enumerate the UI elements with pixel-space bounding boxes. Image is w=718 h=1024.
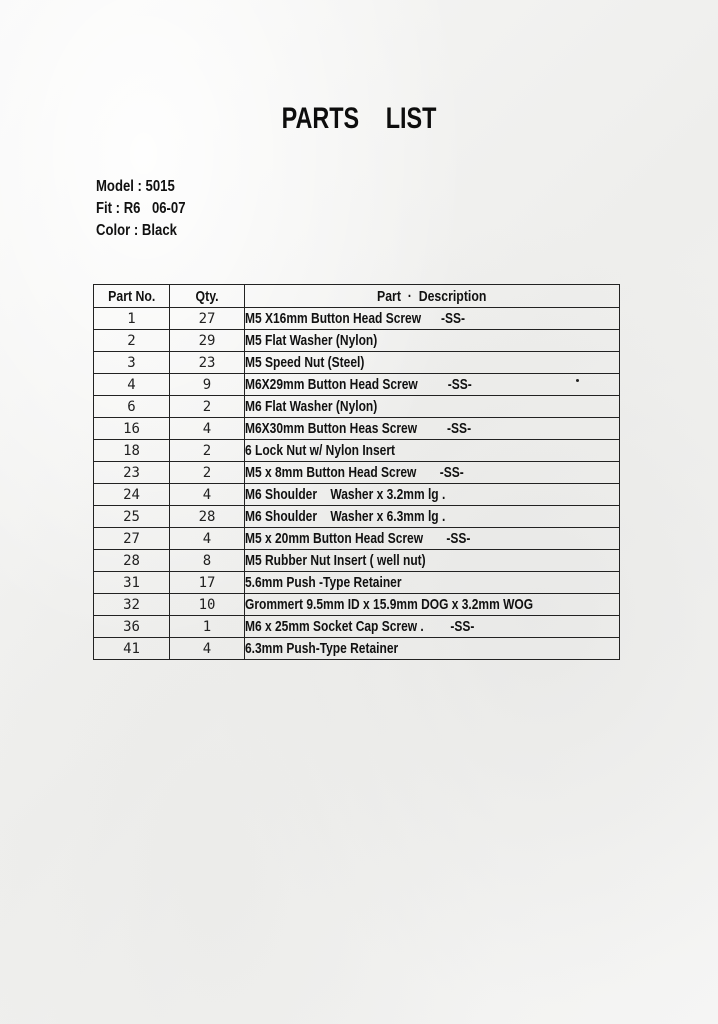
cell-qty: 4 xyxy=(170,484,245,506)
cell-description xyxy=(245,616,620,638)
cell-description xyxy=(245,352,620,374)
cell-description xyxy=(245,594,620,616)
cell-description xyxy=(245,528,620,550)
table-body xyxy=(94,308,620,660)
description-text: M5 Flat Washer (Nylon) xyxy=(245,332,378,349)
description-text: M5 X16mm Button Head Screw -SS- xyxy=(245,310,466,327)
description-text: M5 Rubber Nut Insert ( well nut) xyxy=(245,552,426,569)
table-row xyxy=(94,418,620,440)
cell-description xyxy=(245,550,620,572)
table-row xyxy=(94,616,620,638)
table-row xyxy=(94,440,620,462)
description-text: 5.6mm Push -Type Retainer xyxy=(245,574,402,591)
description-text: M5 x 8mm Button Head Screw -SS- xyxy=(245,464,464,481)
header-qty: Qty. xyxy=(170,285,245,308)
description-text: M6X30mm Button Heas Screw -SS- xyxy=(245,420,472,437)
header-part-no: Part No. xyxy=(94,285,170,308)
cell-part-no: 36 xyxy=(94,616,170,638)
cell-part-no: 31 xyxy=(94,572,170,594)
cell-part-no: 25 xyxy=(94,506,170,528)
cell-qty: 2 xyxy=(170,440,245,462)
cell-description xyxy=(245,506,620,528)
table-row xyxy=(94,506,620,528)
table-row xyxy=(94,550,620,572)
cell-description xyxy=(245,440,620,462)
cell-part-no: 27 xyxy=(94,528,170,550)
cell-part-no: 18 xyxy=(94,440,170,462)
cell-description xyxy=(245,330,620,352)
ink-speck xyxy=(576,379,579,382)
color-line: Color : Black xyxy=(96,222,177,239)
cell-qty: 8 xyxy=(170,550,245,572)
cell-qty: 2 xyxy=(170,396,245,418)
cell-part-no: 28 xyxy=(94,550,170,572)
cell-qty: 10 xyxy=(170,594,245,616)
cell-qty: 2 xyxy=(170,462,245,484)
table-header-row xyxy=(94,285,620,308)
cell-description xyxy=(245,462,620,484)
table-row xyxy=(94,572,620,594)
description-text: M5 x 20mm Button Head Screw -SS- xyxy=(245,530,471,547)
cell-description xyxy=(245,484,620,506)
fit-line xyxy=(96,198,185,220)
description-text: M6 Flat Washer (Nylon) xyxy=(245,398,378,415)
table-row xyxy=(94,594,620,616)
table-row xyxy=(94,374,620,396)
cell-description xyxy=(245,396,620,418)
description-text: Grommert 9.5mm ID x 15.9mm DOG x 3.2mm WOG xyxy=(245,596,534,613)
cell-part-no: 6 xyxy=(94,396,170,418)
description-text: 6.3mm Push-Type Retainer xyxy=(245,640,399,657)
table-row xyxy=(94,330,620,352)
table-row xyxy=(94,462,620,484)
fit-years: 06-07 xyxy=(151,200,186,217)
description-text: 6 Lock Nut w/ Nylon Insert xyxy=(245,442,396,459)
table-row xyxy=(94,352,620,374)
description-text: M6X29mm Button Head Screw -SS- xyxy=(245,376,472,393)
description-text: M6 x 25mm Socket Cap Screw . -SS- xyxy=(245,618,475,635)
cell-qty: 28 xyxy=(170,506,245,528)
table-row xyxy=(94,484,620,506)
description-text: M6 Shoulder Washer x 6.3mm lg . xyxy=(245,508,446,525)
cell-part-no: 3 xyxy=(94,352,170,374)
cell-part-no: 23 xyxy=(94,462,170,484)
cell-part-no: 4 xyxy=(94,374,170,396)
cell-qty: 17 xyxy=(170,572,245,594)
cell-qty: 9 xyxy=(170,374,245,396)
parts-table xyxy=(93,284,620,660)
cell-description xyxy=(245,418,620,440)
cell-qty: 4 xyxy=(170,638,245,660)
header-description: Part · Description xyxy=(245,285,620,308)
product-info xyxy=(96,176,185,242)
cell-qty: 1 xyxy=(170,616,245,638)
model-line: Model : 5015 xyxy=(96,178,175,195)
table-row xyxy=(94,528,620,550)
cell-qty: 23 xyxy=(170,352,245,374)
cell-description xyxy=(245,638,620,660)
title-parts: PARTS xyxy=(281,102,360,135)
cell-description xyxy=(245,572,620,594)
cell-qty: 29 xyxy=(170,330,245,352)
cell-part-no: 32 xyxy=(94,594,170,616)
page-title xyxy=(79,102,639,136)
cell-qty: 4 xyxy=(170,418,245,440)
title-list: LIST xyxy=(385,102,437,135)
cell-description xyxy=(245,308,620,330)
cell-part-no: 41 xyxy=(94,638,170,660)
cell-part-no: 2 xyxy=(94,330,170,352)
fit-label: Fit : R6 xyxy=(96,200,141,217)
cell-part-no: 1 xyxy=(94,308,170,330)
table-row xyxy=(94,308,620,330)
cell-description xyxy=(245,374,620,396)
description-text: M5 Speed Nut (Steel) xyxy=(245,354,365,371)
cell-part-no: 16 xyxy=(94,418,170,440)
table-row xyxy=(94,638,620,660)
cell-qty: 27 xyxy=(170,308,245,330)
description-text: M6 Shoulder Washer x 3.2mm lg . xyxy=(245,486,446,503)
table-row xyxy=(94,396,620,418)
cell-qty: 4 xyxy=(170,528,245,550)
cell-part-no: 24 xyxy=(94,484,170,506)
